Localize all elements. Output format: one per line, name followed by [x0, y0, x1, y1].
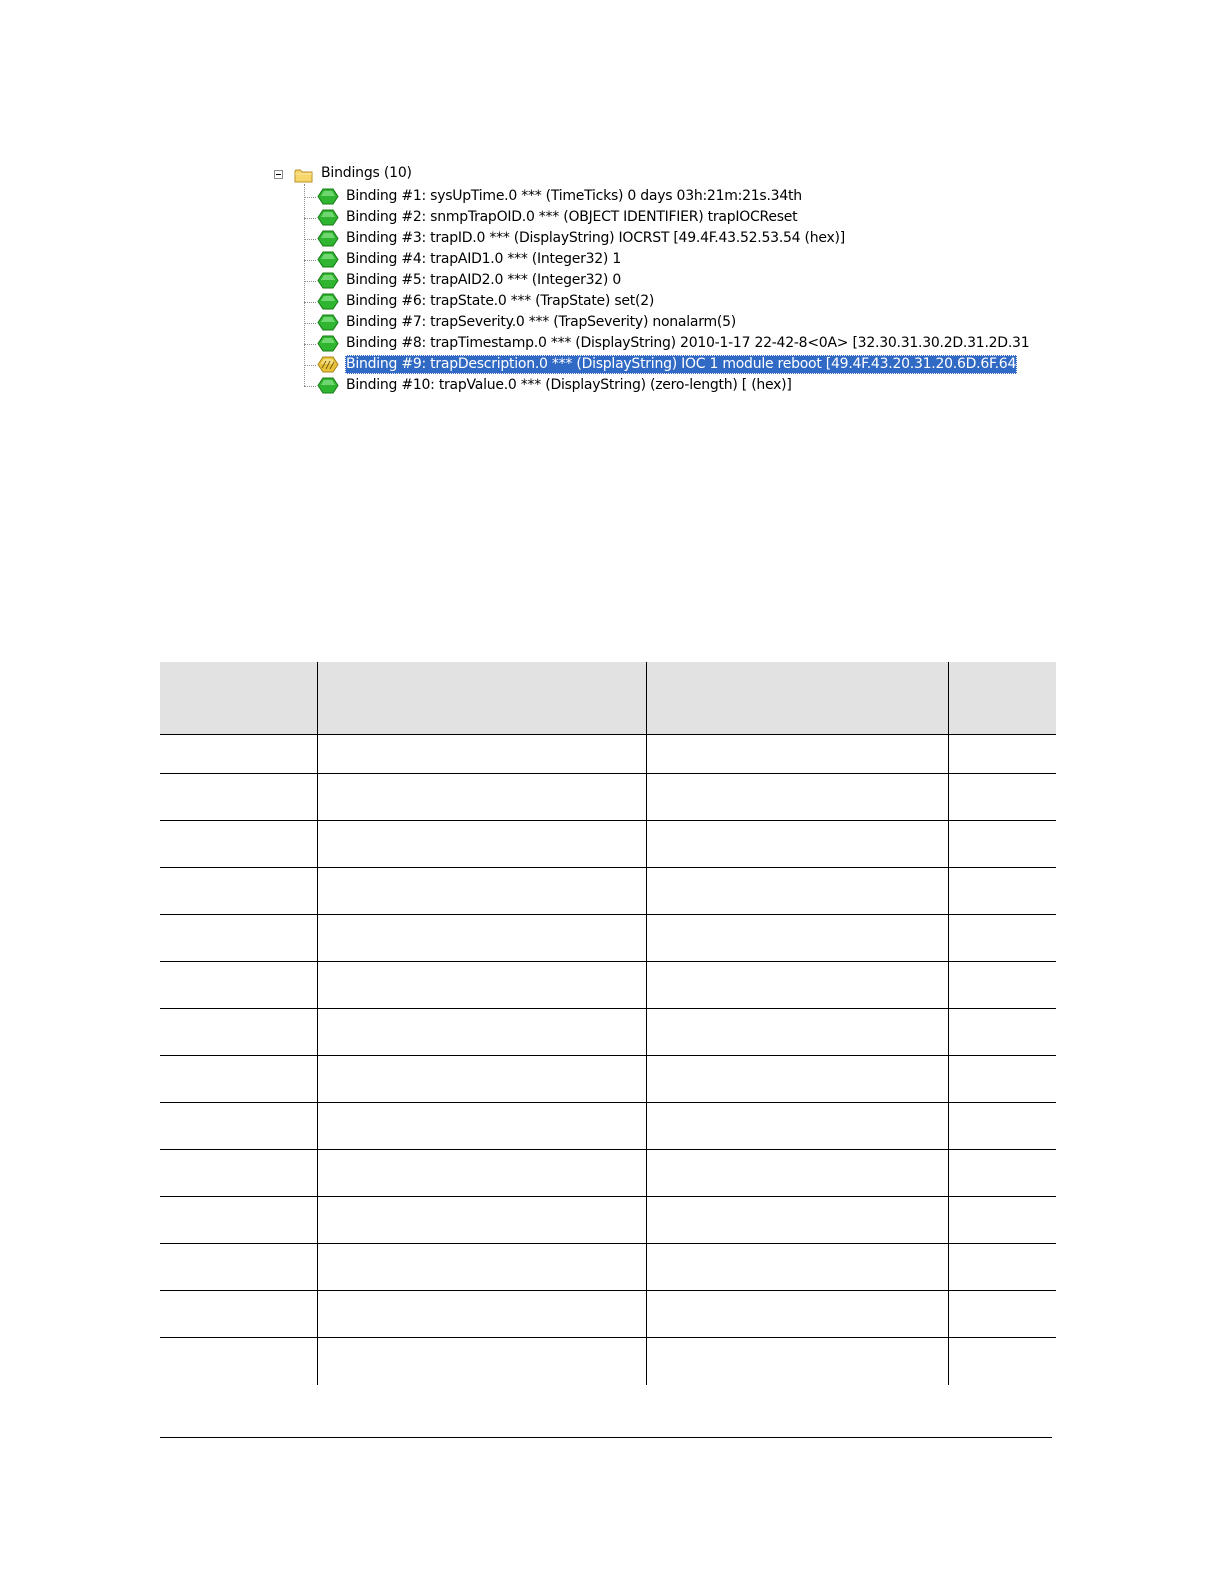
tree-branch-line	[304, 365, 316, 366]
green-gem-icon	[317, 314, 339, 331]
bindings-tree	[270, 164, 1030, 400]
tree-item-label: Binding #1: sysUpTime.0 *** (TimeTicks) 0 days 03h:21m:21s.34th	[346, 188, 802, 204]
table-cell	[160, 1197, 317, 1244]
table-cell	[317, 1150, 646, 1197]
table-cell	[160, 915, 317, 962]
table-cell	[160, 774, 317, 821]
table-cell	[646, 1103, 948, 1150]
table-header-cell	[646, 662, 948, 735]
table-cell	[160, 1291, 317, 1338]
footer-rule	[160, 1437, 1052, 1438]
empty-table	[160, 662, 1056, 1385]
table-cell	[317, 962, 646, 1009]
table-cell	[160, 868, 317, 915]
green-gem-icon	[317, 251, 339, 268]
table-cell	[317, 1291, 646, 1338]
table-cell	[948, 1009, 1056, 1056]
tree-item-binding[interactable]	[304, 333, 1030, 354]
table-row	[160, 915, 1056, 962]
collapse-icon[interactable]	[274, 170, 283, 179]
table-cell	[317, 1244, 646, 1291]
table-cell	[317, 1056, 646, 1103]
table-row	[160, 1103, 1056, 1150]
tree-root-label: Bindings (10)	[321, 165, 412, 181]
table-cell	[646, 1338, 948, 1385]
tree-item-binding[interactable]	[304, 228, 964, 249]
table-cell	[646, 1009, 948, 1056]
tree-item-label: Binding #10: trapValue.0 *** (DisplayString) (zero-length) [ (hex)]	[346, 377, 792, 393]
tree-branch-line	[304, 281, 316, 282]
tree-item-binding[interactable]	[304, 207, 964, 228]
table-cell	[317, 1338, 646, 1385]
table-cell	[160, 1103, 317, 1150]
table-cell	[317, 1197, 646, 1244]
tree-branch-line	[304, 302, 316, 303]
table-cell	[646, 868, 948, 915]
tree-branch-line	[304, 386, 316, 387]
tree-branch-line	[304, 344, 316, 345]
table-cell	[646, 735, 948, 774]
tree-item-label: Binding #7: trapSeverity.0 *** (TrapSeverity) nonalarm(5)	[346, 314, 736, 330]
table-row	[160, 774, 1056, 821]
table-cell	[646, 821, 948, 868]
table-cell	[948, 1150, 1056, 1197]
table-cell	[948, 1338, 1056, 1385]
tree-branch-line	[304, 323, 316, 324]
table-header-cell	[317, 662, 646, 735]
table-cell	[160, 1244, 317, 1291]
tree-item-binding[interactable]	[304, 312, 964, 333]
tree-branch-line	[304, 239, 316, 240]
green-gem-icon	[317, 188, 339, 205]
table-row	[160, 1338, 1056, 1385]
table-cell	[317, 821, 646, 868]
table-cell	[317, 735, 646, 774]
table-cell	[948, 1197, 1056, 1244]
tree-item-binding[interactable]	[304, 375, 964, 396]
table-cell	[160, 1338, 317, 1385]
table-cell	[646, 1244, 948, 1291]
table-cell	[646, 962, 948, 1009]
tree-item-label: Binding #5: trapAID2.0 *** (Integer32) 0	[346, 272, 621, 288]
table-row	[160, 1150, 1056, 1197]
tree-item-binding[interactable]	[304, 270, 964, 291]
table-cell	[948, 1244, 1056, 1291]
green-gem-icon	[317, 272, 339, 289]
tree-item-binding[interactable]	[304, 186, 964, 207]
table-header-cell	[160, 662, 317, 735]
table-cell	[948, 1103, 1056, 1150]
tree-branch-line	[304, 260, 316, 261]
table-row	[160, 1009, 1056, 1056]
table-cell	[317, 1103, 646, 1150]
table-cell	[948, 962, 1056, 1009]
table-cell	[948, 1291, 1056, 1338]
table-cell	[948, 735, 1056, 774]
tree-item-label: Binding #3: trapID.0 *** (DisplayString) IOCRST [49.4F.43.52.53.54 (hex)]	[346, 230, 845, 246]
table-cell	[317, 915, 646, 962]
tree-item-label: Binding #2: snmpTrapOID.0 *** (OBJECT IDENTIFIER) trapIOCReset	[346, 209, 798, 225]
table-cell	[317, 774, 646, 821]
table-row	[160, 1244, 1056, 1291]
table-row	[160, 1056, 1056, 1103]
green-gem-icon	[317, 209, 339, 226]
table-cell	[317, 1009, 646, 1056]
table-cell	[160, 1150, 317, 1197]
table-row	[160, 962, 1056, 1009]
table-row	[160, 868, 1056, 915]
table-cell	[160, 821, 317, 868]
table-cell	[646, 1291, 948, 1338]
green-gem-icon	[317, 377, 339, 394]
table-cell	[160, 735, 317, 774]
table-cell	[646, 915, 948, 962]
green-gem-icon	[317, 335, 339, 352]
tree-item-binding[interactable]	[304, 354, 1017, 375]
table-cell	[948, 868, 1056, 915]
tree-item-label: Binding #4: trapAID1.0 *** (Integer32) 1	[346, 251, 621, 267]
table-header-row	[160, 662, 1056, 735]
tree-item-label: Binding #8: trapTimestamp.0 *** (DisplayString) 2010-1-17 22-42-8<0A> [32.30.31.30.2D.31.2D.31	[346, 335, 1030, 351]
table-cell	[160, 962, 317, 1009]
table-cell	[948, 1056, 1056, 1103]
table-row	[160, 1197, 1056, 1244]
tree-item-binding[interactable]	[304, 291, 964, 312]
table-cell	[646, 1197, 948, 1244]
tree-item-label: Binding #6: trapState.0 *** (TrapState) set(2)	[346, 293, 655, 309]
table-header-cell	[948, 662, 1056, 735]
table-row	[160, 1291, 1056, 1338]
table-cell	[948, 821, 1056, 868]
table-cell	[646, 1056, 948, 1103]
table-cell	[160, 1056, 317, 1103]
tree-item-label: Binding #9: trapDescription.0 *** (DisplayString) IOC 1 module reboot [49.4F.43.20.31.20.6D.6F.64	[346, 356, 1017, 372]
table-cell	[160, 1009, 317, 1056]
folder-icon	[294, 168, 314, 183]
green-gem-icon	[317, 293, 339, 310]
table-row	[160, 735, 1056, 774]
table-cell	[646, 1150, 948, 1197]
table-cell	[948, 915, 1056, 962]
tree-item-binding[interactable]	[304, 249, 964, 270]
table-cell	[948, 774, 1056, 821]
tree-branch-line	[304, 218, 316, 219]
tree-branch-line	[304, 197, 316, 198]
table-row	[160, 821, 1056, 868]
table-cell	[646, 774, 948, 821]
table-cell	[317, 868, 646, 915]
green-gem-icon	[317, 230, 339, 247]
yellow-gem-icon	[317, 356, 339, 373]
